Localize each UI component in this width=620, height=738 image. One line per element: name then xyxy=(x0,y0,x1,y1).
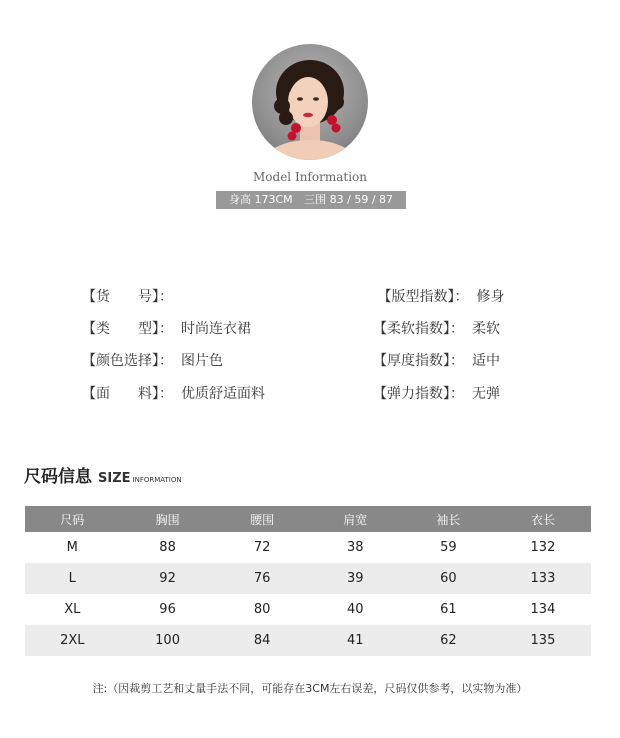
table-cell: 92 xyxy=(120,563,216,594)
model-info-title: Model Information xyxy=(253,170,367,184)
size-section-title xyxy=(24,462,182,487)
table-row xyxy=(25,532,591,563)
header-cell: 腰围 xyxy=(216,506,309,532)
model-portrait-icon xyxy=(252,44,368,160)
table-row xyxy=(25,563,591,594)
spec-item-number xyxy=(82,286,173,306)
size-table xyxy=(25,506,591,656)
table-row xyxy=(25,625,591,656)
table-cell: 2XL xyxy=(25,625,120,656)
table-cell: 134 xyxy=(530,602,556,617)
spec-value: 时尚连衣裙 xyxy=(181,321,251,337)
table-cell: 135 xyxy=(495,625,591,656)
model-stats-bar xyxy=(216,191,406,209)
spec-label: 【货 号】： xyxy=(82,289,173,305)
table-cell: 41 xyxy=(309,625,402,656)
table-cell: 84 xyxy=(216,625,309,656)
table-cell: 88 xyxy=(159,540,176,555)
size-title-en: SIZE xyxy=(98,471,131,486)
model-height: 身高 173CM xyxy=(228,193,293,206)
spec-value: 无弹 xyxy=(472,386,500,402)
table-cell: 38 xyxy=(346,540,364,555)
spec-value: 修身 xyxy=(476,289,505,305)
header-cell: 肩宽 xyxy=(309,506,402,532)
table-cell: 100 xyxy=(120,625,216,656)
spec-label: 【颜色选择】： xyxy=(82,353,173,369)
table-cell: 72 xyxy=(253,540,271,555)
model-measurements: 三围 83 / 59 / 87 xyxy=(304,193,394,206)
size-title-cn: 尺码信息 xyxy=(24,467,92,487)
spec-value: 优质舒适面料 xyxy=(181,386,265,402)
table-cell: 133 xyxy=(495,563,591,594)
spec-label: 【面 料】： xyxy=(82,386,173,402)
table-cell: L xyxy=(25,563,120,594)
spec-thickness-index xyxy=(373,350,500,370)
spec-value: 图片色 xyxy=(181,353,223,369)
table-row xyxy=(25,594,591,625)
table-cell: 76 xyxy=(216,563,309,594)
spec-value: 柔软 xyxy=(472,321,500,337)
spec-type xyxy=(82,318,251,338)
table-cell: 60 xyxy=(402,563,495,594)
table-cell: 61 xyxy=(440,602,457,617)
spec-fabric xyxy=(82,383,265,403)
table-cell: 80 xyxy=(253,602,271,617)
size-disclaimer-note: 注:（因裁剪工艺和丈量手法不同，可能存在3CM左右误差，尺码仅供参考，以实物为准） xyxy=(92,682,528,695)
spec-label: 【版型指数】： xyxy=(377,289,469,305)
spec-softness-index xyxy=(373,318,500,338)
spec-label: 【柔软指数】： xyxy=(373,321,464,337)
table-cell: 59 xyxy=(440,540,457,555)
table-cell: 62 xyxy=(402,625,495,656)
spec-elasticity-index xyxy=(373,383,500,403)
size-title-en-small: INFORMATION xyxy=(132,476,182,484)
table-cell: 40 xyxy=(346,602,364,617)
table-cell: XL xyxy=(64,602,81,617)
size-table-header xyxy=(25,506,591,532)
header-cell: 袖长 xyxy=(402,506,495,532)
spec-label: 【厚度指数】： xyxy=(373,353,464,369)
spec-label: 【类 型】： xyxy=(82,321,173,337)
model-avatar xyxy=(252,44,368,160)
spec-fit-index xyxy=(373,286,504,306)
header-cell: 尺码 xyxy=(25,506,120,532)
table-cell: 132 xyxy=(530,540,556,555)
header-cell: 胸围 xyxy=(120,506,216,532)
spec-label: 【弹力指数】： xyxy=(373,386,464,402)
table-cell: M xyxy=(66,540,78,555)
table-cell: 96 xyxy=(159,602,176,617)
table-cell: 39 xyxy=(309,563,402,594)
spec-color xyxy=(82,350,223,370)
spec-value: 适中 xyxy=(472,353,500,369)
header-cell: 衣长 xyxy=(495,506,591,532)
